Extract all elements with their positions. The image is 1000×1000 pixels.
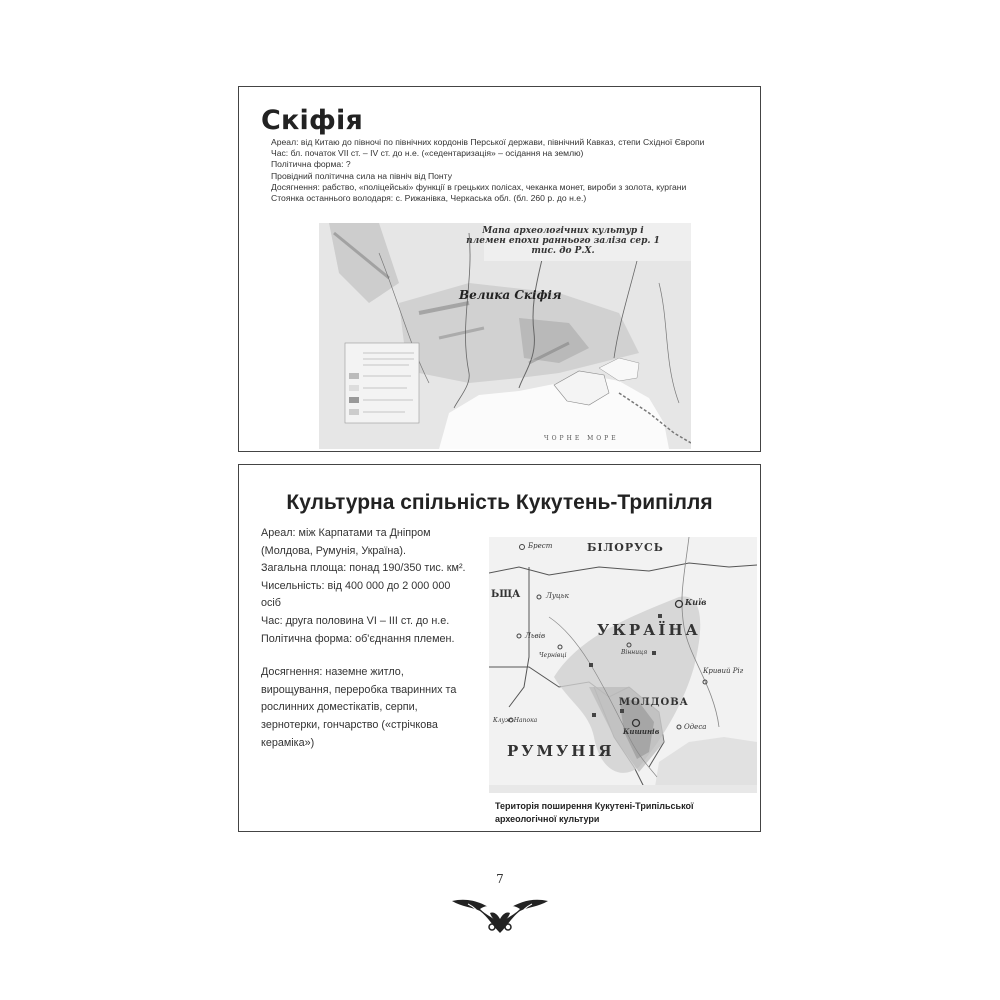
text-paragraph: Політична форма: об'єднання племен.	[261, 632, 455, 645]
map-caption: Територія поширення Кукутені-Трипільської археологічної культури	[495, 801, 694, 824]
trypillia-map	[489, 537, 757, 793]
city-label-vinnytsia: Вінниця	[621, 649, 648, 656]
country-label-belarus: БІЛОРУСЬ	[587, 541, 664, 554]
slide-cucuteni-trypillia	[238, 464, 761, 832]
text-paragraph: Ареал: між Карпатами та Дніпром (Молдова, Румунія, Україна).	[261, 527, 431, 557]
text-line: Досягнення: рабство, «поліцейські» функції в грецьких полісах, чеканка монет, вироби з золота, кургани	[271, 181, 687, 192]
page-number: 7	[496, 872, 504, 886]
country-label-romania: РУМУНІЯ	[507, 742, 615, 760]
city-label-kishinev: Кишинів	[623, 727, 660, 736]
slide-text	[271, 137, 751, 204]
text-line: Провідний політична сила на північ від Понту	[271, 170, 453, 181]
text-line: Стоянка останнього володаря: с. Рижанівка, Черкаська обл. (бл. 260 р. до н.е.)	[271, 193, 587, 204]
city-label-odesa: Одеса	[684, 723, 707, 731]
text-line: Ареал: від Китаю до півночі по північних кордонів Перської держави, північний Кавказ, степи Східної Європи	[271, 137, 705, 147]
map-sea-label: ЧОРНЕ МОРЕ	[544, 435, 619, 442]
city-label-brest: Брест	[528, 542, 553, 550]
text-paragraph: Час: друга половина VI – III ст. до н.е.	[261, 614, 450, 627]
city-label-chernivtsi: Чернівці	[539, 652, 567, 659]
achievements-paragraph: Досягнення: наземне житло, вирощування, переробка тваринних та рослинних доместікатів, серпи, зернотерки, гончарство («стрічкова кераміка»)	[261, 666, 457, 749]
city-label-lutsk: Луцьк	[546, 592, 569, 600]
slide-scythia	[238, 86, 761, 452]
text-line: Політична форма: ?	[271, 159, 351, 170]
city-label-cluj: Клуж-Напока	[493, 717, 538, 724]
country-label-ukraine: УКРАЇНА	[597, 621, 701, 639]
slide-title: Культурна спільність Кукутень-Трипілля	[286, 491, 713, 514]
scythia-map	[319, 223, 691, 449]
map-caption: Мапа археологічних культур і племен епохи раннього заліза сер. 1 тис. до Р.Х.	[466, 226, 660, 256]
text-line: Час: бл. початок VII ст. – IV ст. до н.е. («седентаризація» – осідання на землю)	[271, 148, 584, 159]
celtic-knot-ornament-icon	[450, 893, 550, 939]
map-graphic	[319, 223, 691, 449]
city-label-lviv: Львів	[525, 632, 546, 640]
country-label-poland: ЬЩА	[491, 589, 521, 600]
slide-text	[261, 525, 471, 752]
city-label-kyiv: Київ	[685, 597, 707, 607]
map-region-label: Велика Скіфія	[459, 288, 562, 302]
text-paragraph: Загальна площа: понад 190/350 тис. км². Чисельність: від 400 000 до 2 000 000 осіб	[261, 562, 466, 610]
country-label-moldova: МОЛДОВА	[619, 697, 689, 708]
slide-title: Скіфія	[261, 105, 363, 136]
city-label-kryvyi-rih: Кривий Ріг	[703, 667, 744, 675]
